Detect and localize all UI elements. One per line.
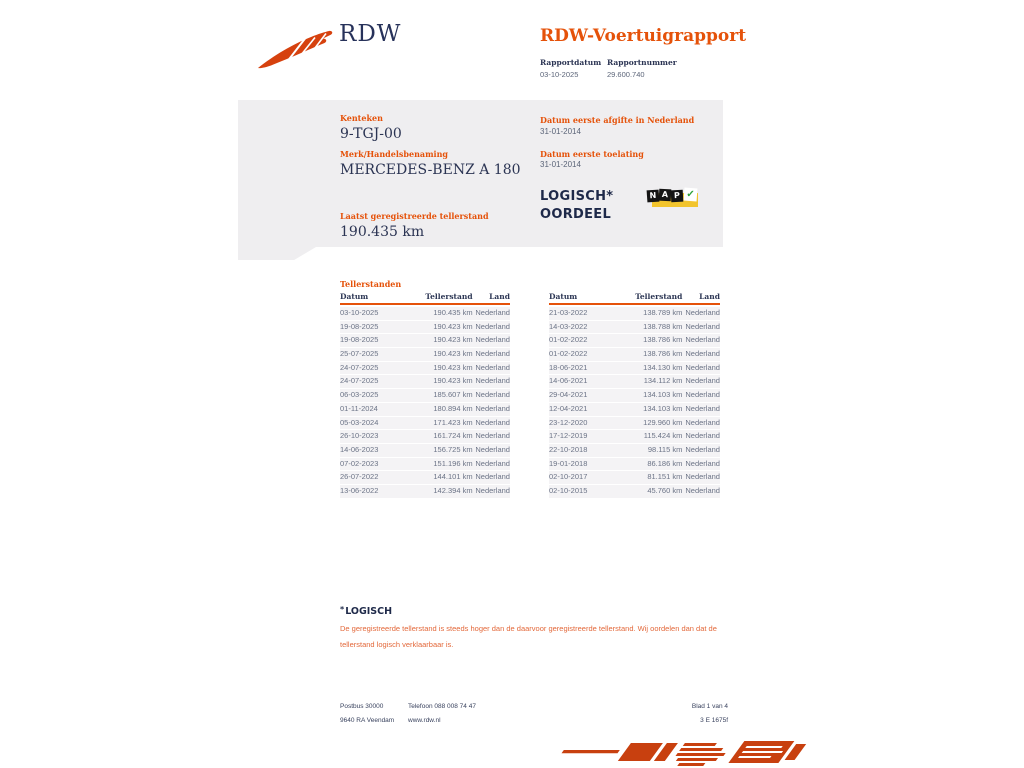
cell-datum: 24-07-2025 [340, 362, 379, 372]
cell-datum: 03-10-2025 [340, 308, 379, 317]
report-number-value: 29.600.740 [607, 70, 645, 79]
footer-form-code: 3 E 1675f [700, 716, 728, 724]
nap-letter-p: P [671, 190, 684, 203]
cell-tellerstand: 142.394 km [433, 485, 473, 495]
cell-datum: 24-07-2025 [340, 376, 379, 386]
cell-tellerstand: 138.789 km [643, 308, 683, 317]
cell-tellerstand: 161.724 km [433, 431, 473, 441]
rdw-wordmark: RDW [339, 21, 402, 47]
cell-land: Nederland [475, 321, 510, 331]
cell-tellerstand: 45.760 km [647, 485, 683, 495]
tellerstand-label: Laatst geregistreerde tellerstand [340, 211, 489, 221]
report-title: RDW-Voertuigrapport [540, 26, 747, 46]
cell-land: Nederland [685, 362, 720, 372]
cell-tellerstand: 171.423 km [433, 417, 473, 427]
table-row [549, 485, 720, 499]
cell-land: Nederland [475, 376, 510, 386]
nap-letter-n: N [647, 190, 660, 203]
cell-tellerstand: 138.786 km [643, 335, 683, 345]
cell-datum: 26-07-2022 [340, 472, 379, 482]
cell-tellerstand: 98.115 km [647, 444, 683, 454]
oordeel-line1: LOGISCH* [540, 189, 614, 204]
cell-land: Nederland [475, 472, 510, 482]
eerste-toelating-label: Datum eerste toelating [540, 149, 644, 159]
table-row [340, 471, 510, 485]
rdw-stripes-graphic [552, 736, 800, 768]
kenteken-label: Kenteken [340, 113, 383, 123]
cell-land: Nederland [685, 308, 720, 317]
footer-page-info [538, 700, 728, 727]
cell-land: Nederland [685, 431, 720, 441]
cell-datum: 23-12-2020 [549, 417, 588, 427]
oordeel-text [540, 188, 613, 224]
rdw-logo-icon [255, 27, 335, 71]
cell-datum: 12-04-2021 [549, 403, 588, 413]
table-row [340, 403, 510, 417]
cell-datum: 13-06-2022 [340, 485, 379, 495]
cell-tellerstand: 115.424 km [643, 431, 683, 441]
cell-tellerstand: 190.423 km [433, 321, 473, 331]
cell-tellerstand: 86.186 km [647, 458, 683, 468]
cell-datum: 19-01-2018 [549, 458, 588, 468]
footer-website-link[interactable]: www.rdw.nl [408, 716, 441, 724]
header-land: Land [489, 292, 510, 301]
merk-label: Merk/Handelsbenaming [340, 149, 449, 159]
cell-land: Nederland [685, 390, 720, 400]
cell-datum: 01-11-2024 [340, 403, 378, 413]
cell-datum: 05-03-2024 [340, 417, 379, 427]
cell-land: Nederland [685, 335, 720, 345]
header-tellerstand: Tellerstand [635, 292, 683, 301]
report-date-value: 03-10-2025 [540, 70, 579, 79]
tellerstanden-table-left [340, 291, 510, 499]
table-row [549, 458, 720, 472]
cell-datum: 21-03-2022 [549, 308, 588, 317]
table-header-row [340, 291, 510, 305]
table-row [549, 334, 720, 348]
footnote-title-text: LOGISCH [345, 606, 393, 617]
cell-land: Nederland [475, 431, 510, 441]
cell-land: Nederland [685, 376, 720, 386]
cell-land: Nederland [685, 485, 720, 495]
cell-land: Nederland [685, 458, 720, 468]
cell-datum: 02-10-2017 [549, 472, 588, 482]
cell-tellerstand: 190.423 km [433, 349, 473, 359]
cell-land: Nederland [685, 417, 720, 427]
table-row [549, 471, 720, 485]
cell-tellerstand: 134.130 km [643, 362, 683, 372]
report-date-label: Rapportdatum [540, 58, 602, 67]
cell-datum: 02-10-2015 [549, 485, 588, 495]
table-row [549, 444, 720, 458]
cell-land: Nederland [685, 321, 720, 331]
cell-land: Nederland [475, 308, 510, 317]
cell-tellerstand: 190.423 km [433, 362, 473, 372]
nap-check-icon: ✓ [684, 188, 698, 202]
header-tellerstand: Tellerstand [425, 292, 473, 301]
cell-land: Nederland [475, 444, 510, 454]
merk-value: MERCEDES-BENZ A 180 [340, 162, 521, 178]
cell-datum: 14-06-2023 [340, 444, 379, 454]
cell-datum: 22-10-2018 [549, 444, 588, 454]
logisch-footnote-title [340, 605, 392, 617]
table-row [340, 485, 510, 499]
footnote-asterisk: * [340, 605, 345, 614]
cell-tellerstand: 151.196 km [433, 458, 473, 468]
cell-tellerstand: 185.607 km [433, 390, 473, 400]
cell-datum: 17-12-2019 [549, 431, 588, 441]
table-row [340, 334, 510, 348]
table-row [340, 444, 510, 458]
cell-land: Nederland [685, 403, 720, 413]
cell-datum: 19-08-2025 [340, 321, 379, 331]
cell-tellerstand: 156.725 km [433, 444, 473, 454]
footer-page-number: Blad 1 van 4 [691, 703, 728, 710]
tellerstanden-title: Tellerstanden [340, 279, 402, 289]
table-row [340, 321, 510, 335]
cell-land: Nederland [475, 458, 510, 468]
table-row [340, 458, 510, 472]
cell-datum: 01-02-2022 [549, 349, 588, 359]
cell-land: Nederland [475, 362, 510, 372]
eerste-afgifte-label: Datum eerste afgifte in Nederland [540, 115, 695, 125]
cell-datum: 18-06-2021 [549, 362, 588, 372]
cell-datum: 14-06-2021 [549, 376, 588, 386]
header-land: Land [699, 292, 720, 301]
cell-land: Nederland [475, 390, 510, 400]
table-row [549, 375, 720, 389]
cell-datum: 29-04-2021 [549, 390, 588, 400]
cell-land: Nederland [685, 472, 720, 482]
table-row [340, 307, 510, 321]
cell-land: Nederland [475, 403, 510, 413]
cell-tellerstand: 190.423 km [433, 376, 473, 386]
cell-land: Nederland [475, 349, 510, 359]
cell-tellerstand: 134.103 km [643, 390, 683, 400]
header-datum: Datum [549, 292, 578, 301]
kenteken-value: 9-TGJ-00 [340, 126, 402, 142]
cell-datum: 07-02-2023 [340, 458, 379, 468]
cell-land: Nederland [685, 349, 720, 359]
table-header-row [549, 291, 720, 305]
oordeel-line2: OORDEEL [540, 207, 612, 222]
nap-letter-a: A [659, 189, 672, 202]
cell-datum: 19-08-2025 [340, 335, 379, 345]
tellerstand-value: 190.435 km [340, 224, 425, 240]
cell-tellerstand: 134.103 km [643, 403, 683, 413]
table-row [549, 403, 720, 417]
cell-datum: 25-07-2025 [340, 349, 379, 359]
logisch-footnote-text: De geregistreerde tellerstand is steeds hoger dan de daarvoor geregistreerde tellerstand. Wij oordelen dan dat de tellerstand logisch verklaarbaar is. [340, 624, 717, 649]
cell-land: Nederland [685, 444, 720, 454]
footer-city: 9640 RA Veendam [340, 716, 395, 724]
cell-tellerstand: 134.112 km [643, 376, 683, 386]
table-row [549, 389, 720, 403]
footer-contact [408, 700, 476, 727]
cell-tellerstand: 81.151 km [647, 472, 683, 482]
cell-land: Nederland [475, 335, 510, 345]
table-row [340, 417, 510, 431]
cell-tellerstand: 190.435 km [433, 308, 473, 317]
cell-tellerstand: 180.894 km [433, 403, 473, 413]
report-number-label: Rapportnummer [607, 58, 677, 67]
table-row [549, 321, 720, 335]
table-row [340, 362, 510, 376]
cell-datum: 01-02-2022 [549, 335, 588, 345]
table-row [549, 430, 720, 444]
table-row [340, 348, 510, 362]
footer-address [340, 700, 394, 727]
table-row [549, 362, 720, 376]
cell-datum: 26-10-2023 [340, 431, 379, 441]
cell-tellerstand: 144.101 km [433, 472, 473, 482]
cell-tellerstand: 190.423 km [433, 335, 473, 345]
cell-tellerstand: 138.786 km [643, 349, 683, 359]
tellerstanden-table-right [549, 291, 720, 499]
table-row [549, 307, 720, 321]
table-row [340, 430, 510, 444]
cell-tellerstand: 138.788 km [643, 321, 683, 331]
table-row [549, 417, 720, 431]
nap-logo [647, 186, 701, 210]
cell-land: Nederland [475, 485, 510, 495]
table-row [340, 375, 510, 389]
footer-phone: Telefoon 088 008 74 47 [408, 703, 476, 710]
cell-land: Nederland [475, 417, 510, 427]
cell-datum: 14-03-2022 [549, 321, 588, 331]
eerste-afgifte-value: 31-01-2014 [540, 127, 581, 136]
eerste-toelating-value: 31-01-2014 [540, 160, 581, 169]
footer-postbus: Postbus 30000 [340, 703, 384, 710]
cell-tellerstand: 129.960 km [643, 417, 683, 427]
table-row [340, 389, 510, 403]
cell-datum: 06-03-2025 [340, 390, 379, 400]
table-row [549, 348, 720, 362]
header-datum: Datum [340, 292, 369, 301]
